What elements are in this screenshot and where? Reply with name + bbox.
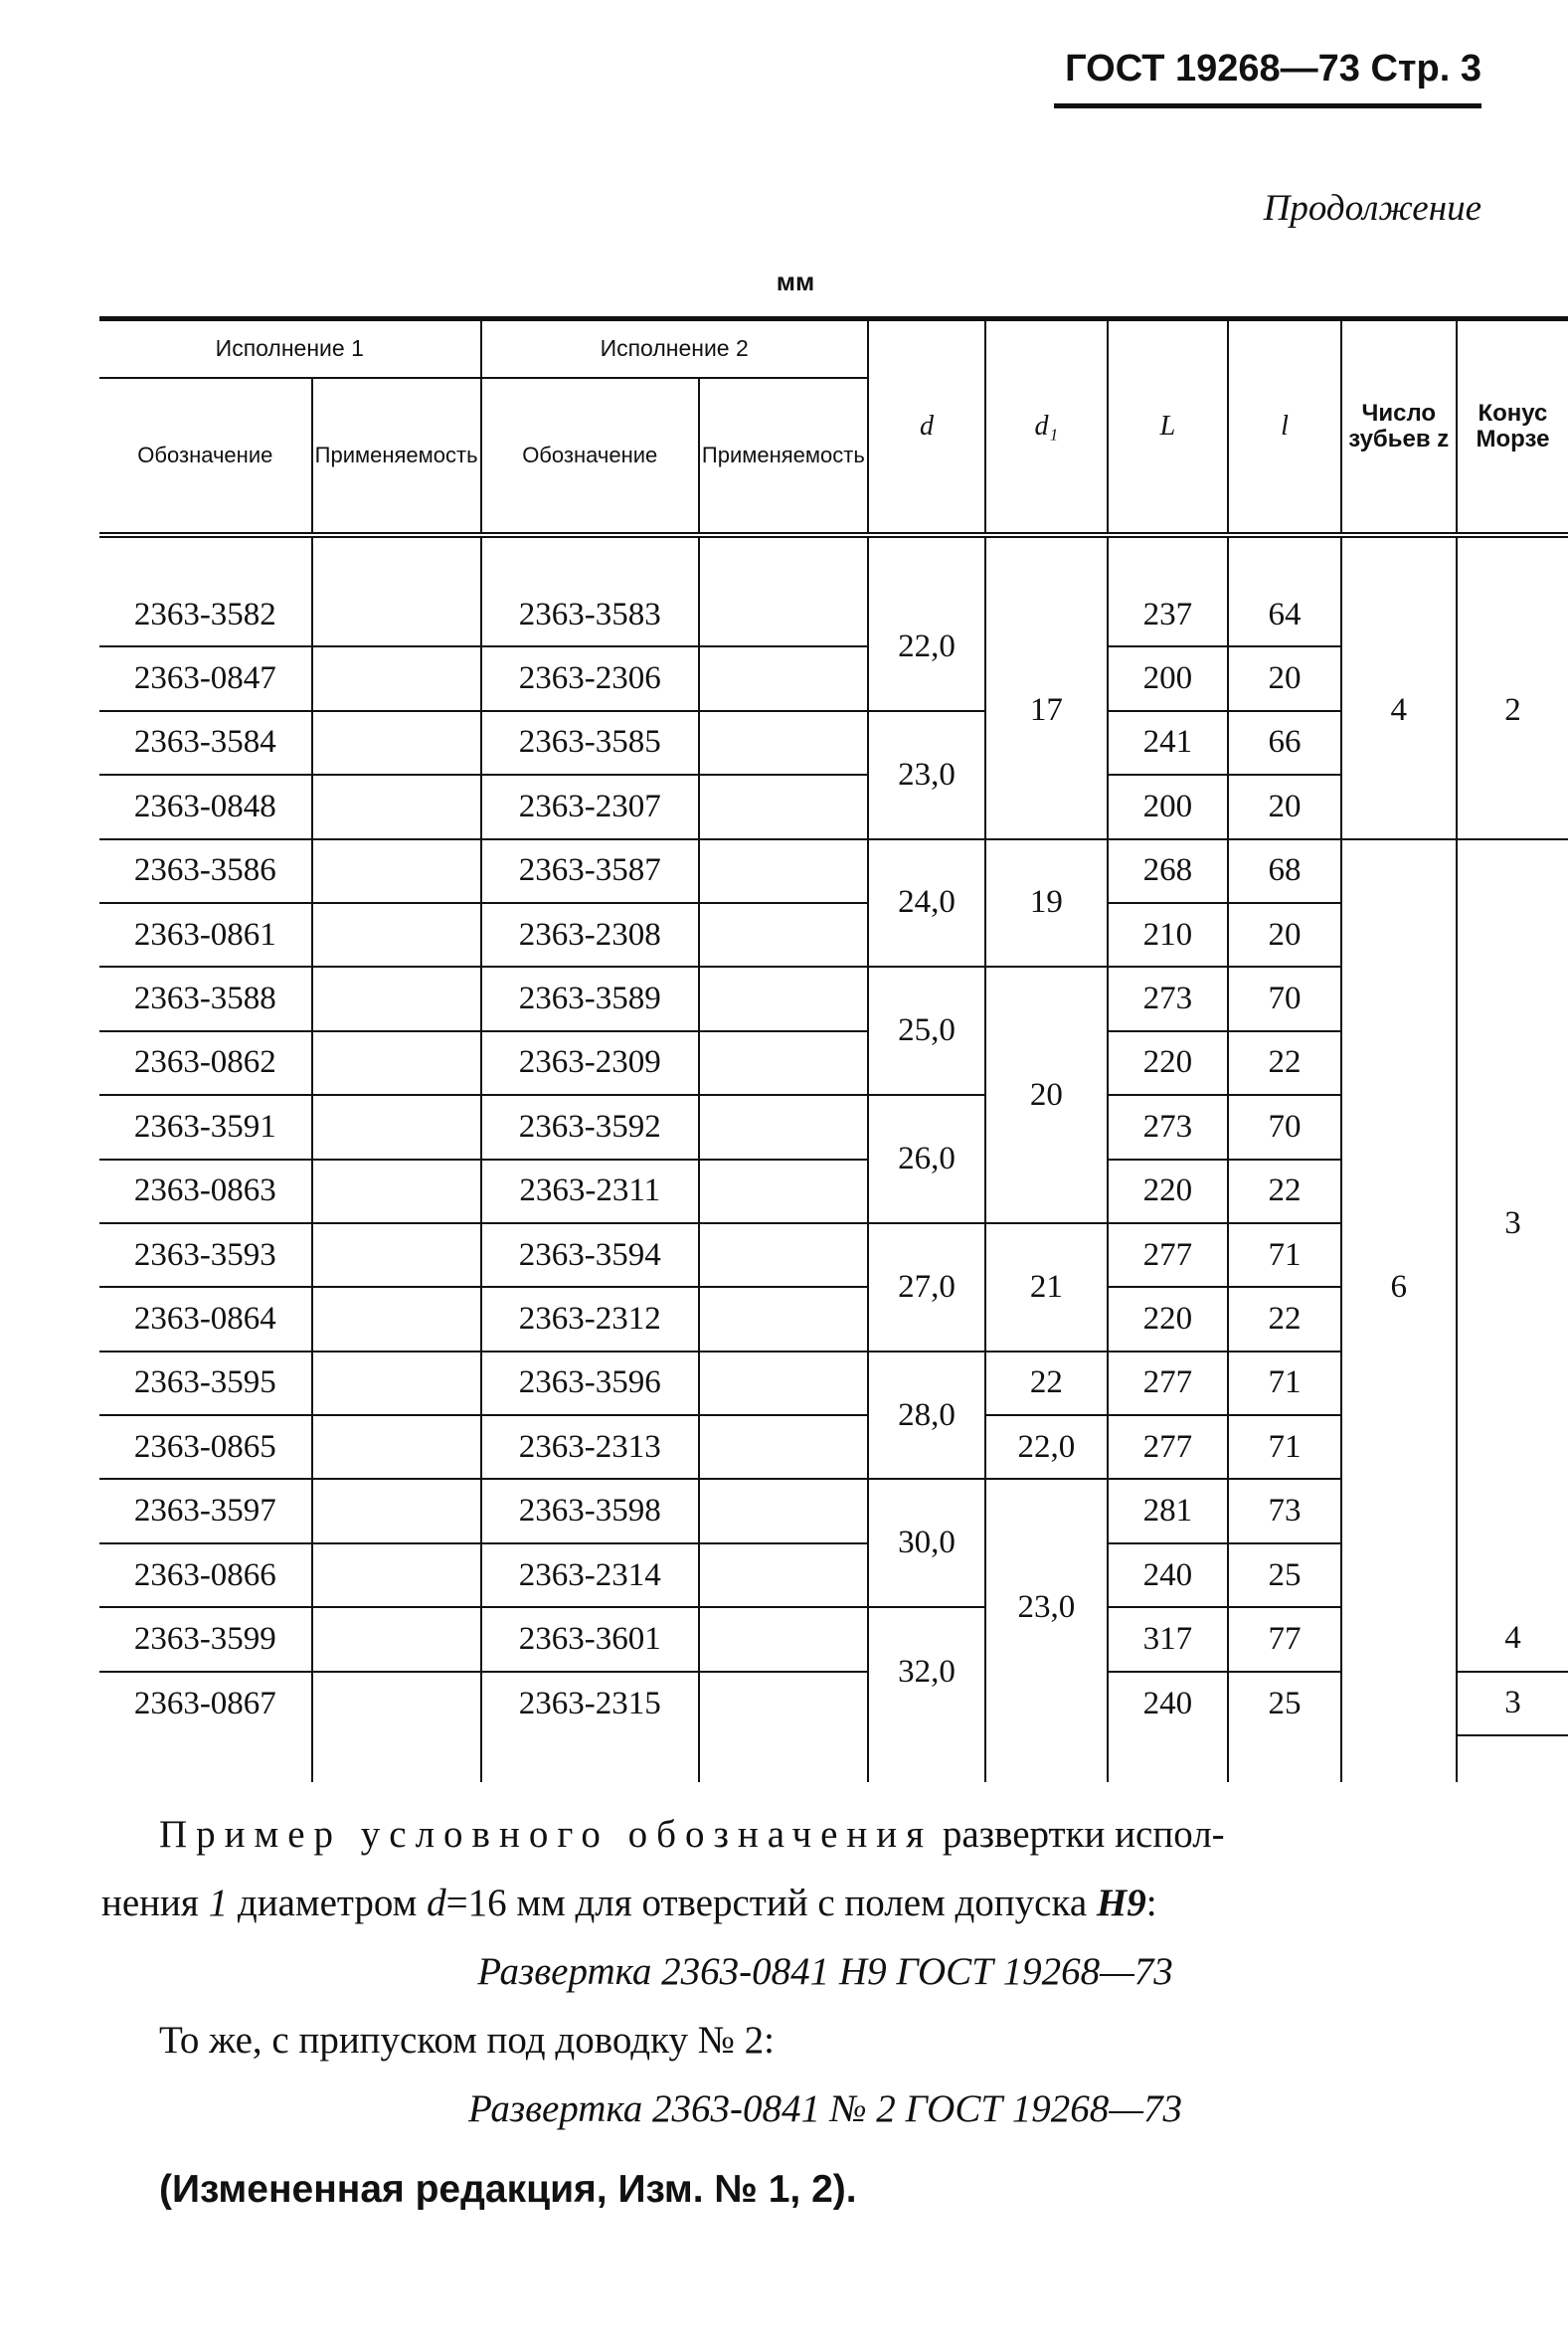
l-value: 22: [1228, 1287, 1340, 1351]
applicability-1: [312, 1223, 481, 1287]
l-value: 73: [1228, 1479, 1340, 1542]
applicability-2: [699, 584, 868, 646]
group-header-2: Исполнение 2: [481, 319, 868, 379]
designation-2: 2363-2315: [481, 1672, 699, 1735]
applicability-2: [699, 711, 868, 775]
example-version: 1: [208, 1882, 229, 1924]
L-value: 220: [1108, 1287, 1229, 1351]
L-value: 277: [1108, 1223, 1229, 1287]
col-header-designation-1: Обозначение: [99, 378, 312, 535]
designation-1: 2363-3584: [99, 711, 312, 775]
d-value: 32,0: [868, 1607, 985, 1735]
applicability-1: [312, 775, 481, 838]
designation-1: 2363-3595: [99, 1352, 312, 1415]
d1-value: 17: [985, 584, 1107, 839]
continuation-label: Продолжение: [1263, 188, 1481, 229]
designation-2: 2363-3594: [481, 1223, 699, 1287]
col-header-d: d: [868, 319, 985, 536]
designation-2: 2363-2307: [481, 775, 699, 838]
applicability-1: [312, 584, 481, 646]
example-line-1: [159, 1800, 1491, 1869]
applicability-2: [699, 1607, 868, 1671]
applicability-1: [312, 1607, 481, 1671]
L-value: 220: [1108, 1160, 1229, 1223]
example-text: диаметром: [228, 1882, 428, 1924]
applicability-2: [699, 1415, 868, 1479]
example-d-symbol: d: [427, 1882, 446, 1924]
l-value: 22: [1228, 1160, 1340, 1223]
l-value: 66: [1228, 711, 1340, 775]
col-header-applicability-1: Применяемость: [312, 378, 481, 535]
L-value: 200: [1108, 646, 1229, 710]
morse-value: 4: [1457, 1607, 1568, 1671]
designation-1: 2363-0864: [99, 1287, 312, 1351]
designation-1: 2363-0866: [99, 1543, 312, 1607]
morse-value: 3: [1457, 839, 1568, 1608]
d-value: 27,0: [868, 1223, 985, 1352]
applicability-2: [699, 646, 868, 710]
applicability-1: [312, 1479, 481, 1542]
table-spacer-row: [99, 1735, 1568, 1782]
designation-example: [101, 1800, 1491, 2143]
table-spacer-row: [99, 535, 1568, 584]
applicability-1: [312, 1543, 481, 1607]
page-header: ГОСТ 19268—73 Стр. 3: [1065, 48, 1481, 90]
example-line-3: Развертка 2363-0841 H9 ГОСТ 19268—73: [477, 1950, 1173, 1993]
d-value: 25,0: [868, 967, 985, 1095]
designation-2: 2363-3598: [481, 1479, 699, 1542]
designation-2: 2363-3596: [481, 1352, 699, 1415]
l-value: 20: [1228, 903, 1340, 967]
L-value: 210: [1108, 903, 1229, 967]
d1-value: 20: [985, 967, 1107, 1223]
col-header-l: l: [1228, 319, 1340, 536]
designation-1: 2363-3582: [99, 584, 312, 646]
designation-1: 2363-3591: [99, 1095, 312, 1159]
d-value: 30,0: [868, 1479, 985, 1607]
designation-1: 2363-3588: [99, 967, 312, 1030]
applicability-1: [312, 1672, 481, 1735]
L-value: 277: [1108, 1415, 1229, 1479]
designation-2: 2363-3592: [481, 1095, 699, 1159]
designation-1: 2363-0867: [133, 1685, 276, 1721]
col-header-designation-2: Обозначение: [481, 378, 699, 535]
applicability-2: [699, 967, 868, 1030]
l-value: 70: [1228, 1095, 1340, 1159]
applicability-2: [699, 903, 868, 967]
applicability-1: [312, 711, 481, 775]
l-value: 71: [1228, 1352, 1340, 1415]
l-value: 70: [1228, 967, 1340, 1030]
d1-value: 19: [985, 839, 1107, 968]
col-header-teeth: Число зубьев z: [1341, 319, 1457, 536]
applicability-2: [699, 775, 868, 838]
applicability-1: [312, 967, 481, 1030]
example-text: :: [1145, 1882, 1157, 1924]
L-value: 317: [1108, 1607, 1229, 1671]
designation-1: 2363-3599: [99, 1607, 312, 1671]
designation-2: 2363-2311: [481, 1160, 699, 1223]
example-line-1-rest: развертки испол-: [933, 1813, 1225, 1856]
applicability-2: [699, 839, 868, 903]
teeth-value: 4: [1341, 584, 1457, 839]
L-value: 268: [1108, 839, 1229, 903]
designation-1: 2363-0861: [99, 903, 312, 967]
header-rule: [1054, 103, 1481, 108]
designation-2: 2363-3589: [481, 967, 699, 1030]
d1-value: 22: [985, 1352, 1107, 1415]
d1-value: 21: [985, 1223, 1107, 1352]
L-value: 273: [1108, 967, 1229, 1030]
l-value: 22: [1228, 1031, 1340, 1095]
l-value: 64: [1228, 584, 1340, 646]
applicability-1: [312, 1287, 481, 1351]
designation-2: 2363-2313: [481, 1415, 699, 1479]
example-lead: Пример условного обозначения: [159, 1813, 934, 1856]
example-line-5: Развертка 2363-0841 № 2 ГОСТ 19268—73: [468, 2087, 1182, 2130]
L-value: 220: [1108, 1031, 1229, 1095]
designation-2: 2363-2309: [481, 1031, 699, 1095]
amendment-note: (Измененная редакция, Изм. № 1, 2).: [159, 2168, 857, 2211]
applicability-2: [699, 1672, 868, 1735]
designation-2: 2363-3601: [481, 1607, 699, 1671]
applicability-2: [699, 1031, 868, 1095]
designation-1: 2363-0865: [99, 1415, 312, 1479]
applicability-1: [312, 839, 481, 903]
col-header-L: L: [1108, 319, 1229, 536]
designation-1: 2363-0848: [99, 775, 312, 838]
example-text: нения: [101, 1882, 209, 1924]
L-value: 240: [1108, 1543, 1229, 1607]
L-value: 240: [1108, 1672, 1229, 1735]
applicability-2: [699, 1352, 868, 1415]
l-value: 71: [1228, 1223, 1340, 1287]
applicability-1: [312, 646, 481, 710]
L-value: 200: [1108, 775, 1229, 838]
L-value: 241: [1108, 711, 1229, 775]
teeth-value: 6: [1341, 839, 1457, 1735]
d-value: 22,0: [868, 584, 985, 711]
col-header-d1: d₁: [985, 319, 1107, 536]
l-value: 68: [1228, 839, 1340, 903]
l-value: 25: [1228, 1543, 1340, 1607]
designation-1: 2363-0863: [99, 1160, 312, 1223]
morse-value: 2: [1457, 584, 1568, 839]
example-text: =16 мм для отверстий с полем допуска: [445, 1882, 1097, 1924]
designation-2: 2363-3587: [481, 839, 699, 903]
d1-value: 23,0: [985, 1479, 1107, 1735]
applicability-2: [699, 1223, 868, 1287]
applicability-2: [699, 1095, 868, 1159]
d-value: 23,0: [868, 711, 985, 839]
d1-value: 22,0: [985, 1415, 1107, 1479]
L-value: 237: [1108, 584, 1229, 646]
l-value: 25: [1228, 1672, 1340, 1735]
designation-2: 2363-3585: [481, 711, 699, 775]
applicability-1: [312, 1352, 481, 1415]
designation-1: 2363-0862: [99, 1031, 312, 1095]
designation-2: 2363-2308: [481, 903, 699, 967]
table-row: [99, 839, 1568, 903]
applicability-2: [699, 1160, 868, 1223]
col-header-applicability-2: Применяемость: [699, 378, 868, 535]
l-value: 20: [1228, 646, 1340, 710]
example-line-2: [101, 1869, 1491, 1937]
example-line-4: То же, с припуском под доводку № 2:: [159, 2019, 776, 2062]
d-value: 28,0: [868, 1352, 985, 1480]
spec-table: [99, 316, 1568, 1782]
applicability-1: [312, 1031, 481, 1095]
L-value: 273: [1108, 1095, 1229, 1159]
applicability-2: [699, 1543, 868, 1607]
L-value: 281: [1108, 1479, 1229, 1542]
morse-value: 3: [1457, 1672, 1568, 1735]
designation-2: 2363-3583: [481, 584, 699, 646]
d-value: 26,0: [868, 1095, 985, 1223]
units-label: мм: [776, 267, 815, 296]
applicability-2: [699, 1287, 868, 1351]
designation-1: 2363-3597: [99, 1479, 312, 1542]
col-header-morse: Конус Морзе: [1457, 319, 1568, 536]
designation-2: 2363-2314: [481, 1543, 699, 1607]
applicability-1: [312, 903, 481, 967]
applicability-2: [699, 1479, 868, 1542]
designation-1: 2363-0847: [99, 646, 312, 710]
l-value: 77: [1228, 1607, 1340, 1671]
group-header-1: Исполнение 1: [99, 319, 481, 379]
table-row: [99, 584, 1568, 646]
designation-2: 2363-2306: [481, 646, 699, 710]
applicability-1: [312, 1095, 481, 1159]
example-tolerance: H9: [1096, 1882, 1146, 1924]
designation-1: 2363-3593: [99, 1223, 312, 1287]
applicability-1: [312, 1160, 481, 1223]
l-value: 20: [1228, 775, 1340, 838]
applicability-1: [312, 1415, 481, 1479]
designation-1: 2363-3586: [99, 839, 312, 903]
L-value: 277: [1108, 1352, 1229, 1415]
designation-2: 2363-2312: [481, 1287, 699, 1351]
l-value: 71: [1228, 1415, 1340, 1479]
d-value: 24,0: [868, 839, 985, 968]
